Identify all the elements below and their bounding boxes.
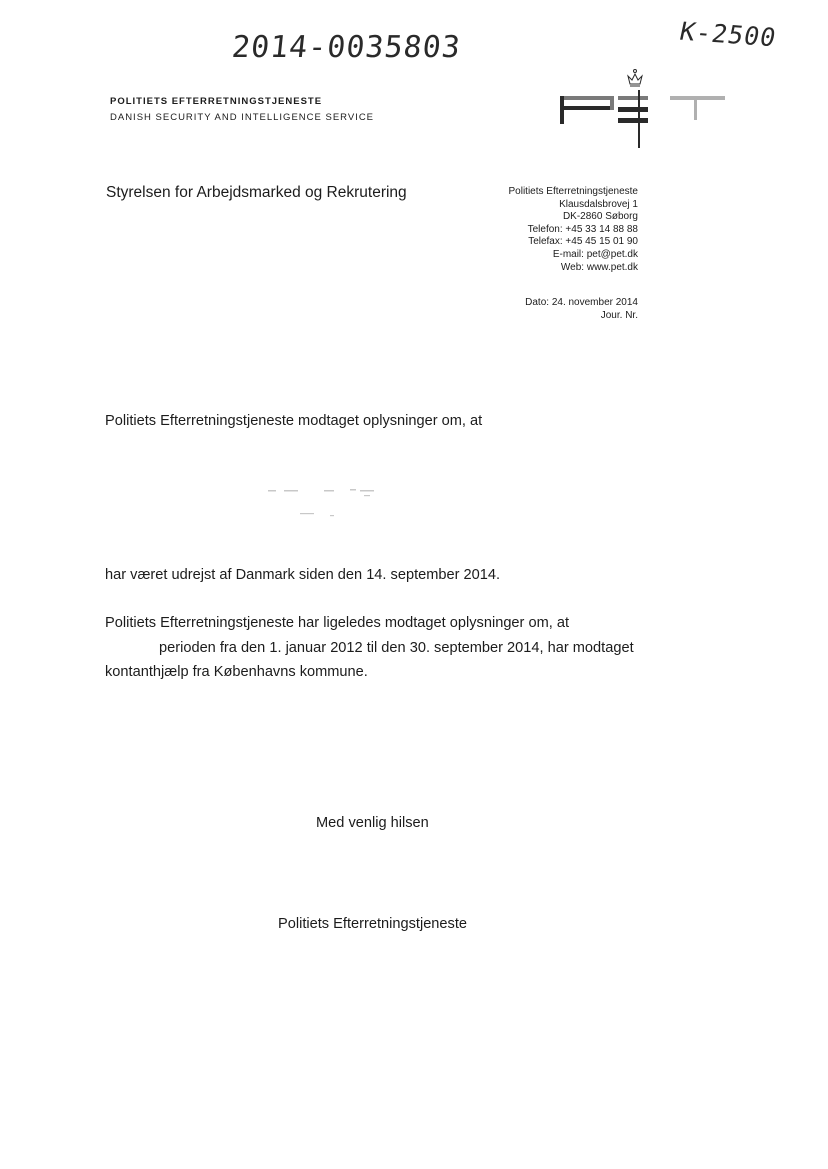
sender-email: E-mail: pet@pet.dk xyxy=(552,248,638,260)
letter-date: Dato: 24. november 2014 xyxy=(525,297,638,308)
sender-address xyxy=(508,186,638,274)
redacted-name-trace xyxy=(264,484,384,520)
benefits-line-3: kontanthjælp fra Københavns kommune. xyxy=(105,664,368,680)
sender-web: Web: www.pet.dk xyxy=(560,261,638,273)
handwritten-case-number: 2014-0035803 xyxy=(230,30,463,65)
logo-letters xyxy=(560,90,725,148)
letter-meta xyxy=(525,297,638,322)
departure-paragraph: har været udrejst af Danmark siden den 14. september 2014. xyxy=(105,567,501,583)
signature-agency: Politiets Efterretningstjeneste xyxy=(278,916,468,932)
journal-number: Jour. Nr. xyxy=(600,309,638,321)
benefits-line-2: perioden fra den 1. januar 2012 til den 30. september 2014, har modtaget xyxy=(159,639,634,656)
sender-phone: Telefon: +45 33 14 88 88 xyxy=(527,223,638,235)
sender-fax: Telefax: +45 45 15 01 90 xyxy=(528,236,638,248)
closing-salutation: Med venlig hilsen xyxy=(316,815,429,831)
sender-city: DK-2860 Søborg xyxy=(562,211,638,223)
intro-paragraph: Politiets Efterretningstjeneste modtaget oplysninger om, at xyxy=(105,413,483,429)
benefits-paragraph xyxy=(105,611,645,685)
sender-street: Klausdalsbrovej 1 xyxy=(559,198,638,210)
agency-name-english: DANISH SECURITY AND INTELLIGENCE SERVICE xyxy=(110,112,375,123)
sender-name: Politiets Efterretningstjeneste xyxy=(508,186,638,197)
agency-name-danish: POLITIETS EFTERRETNINGSTJENESTE xyxy=(110,96,323,107)
crown-icon xyxy=(628,70,642,87)
pet-logo xyxy=(560,66,730,148)
benefits-line-1: Politiets Efterretningstjeneste har ligeledes modtaget oplysninger om, at xyxy=(105,615,570,631)
handwritten-file-code: K-2500 xyxy=(677,16,780,53)
recipient-name: Styrelsen for Arbejdsmarked og Rekrutering xyxy=(106,184,407,201)
